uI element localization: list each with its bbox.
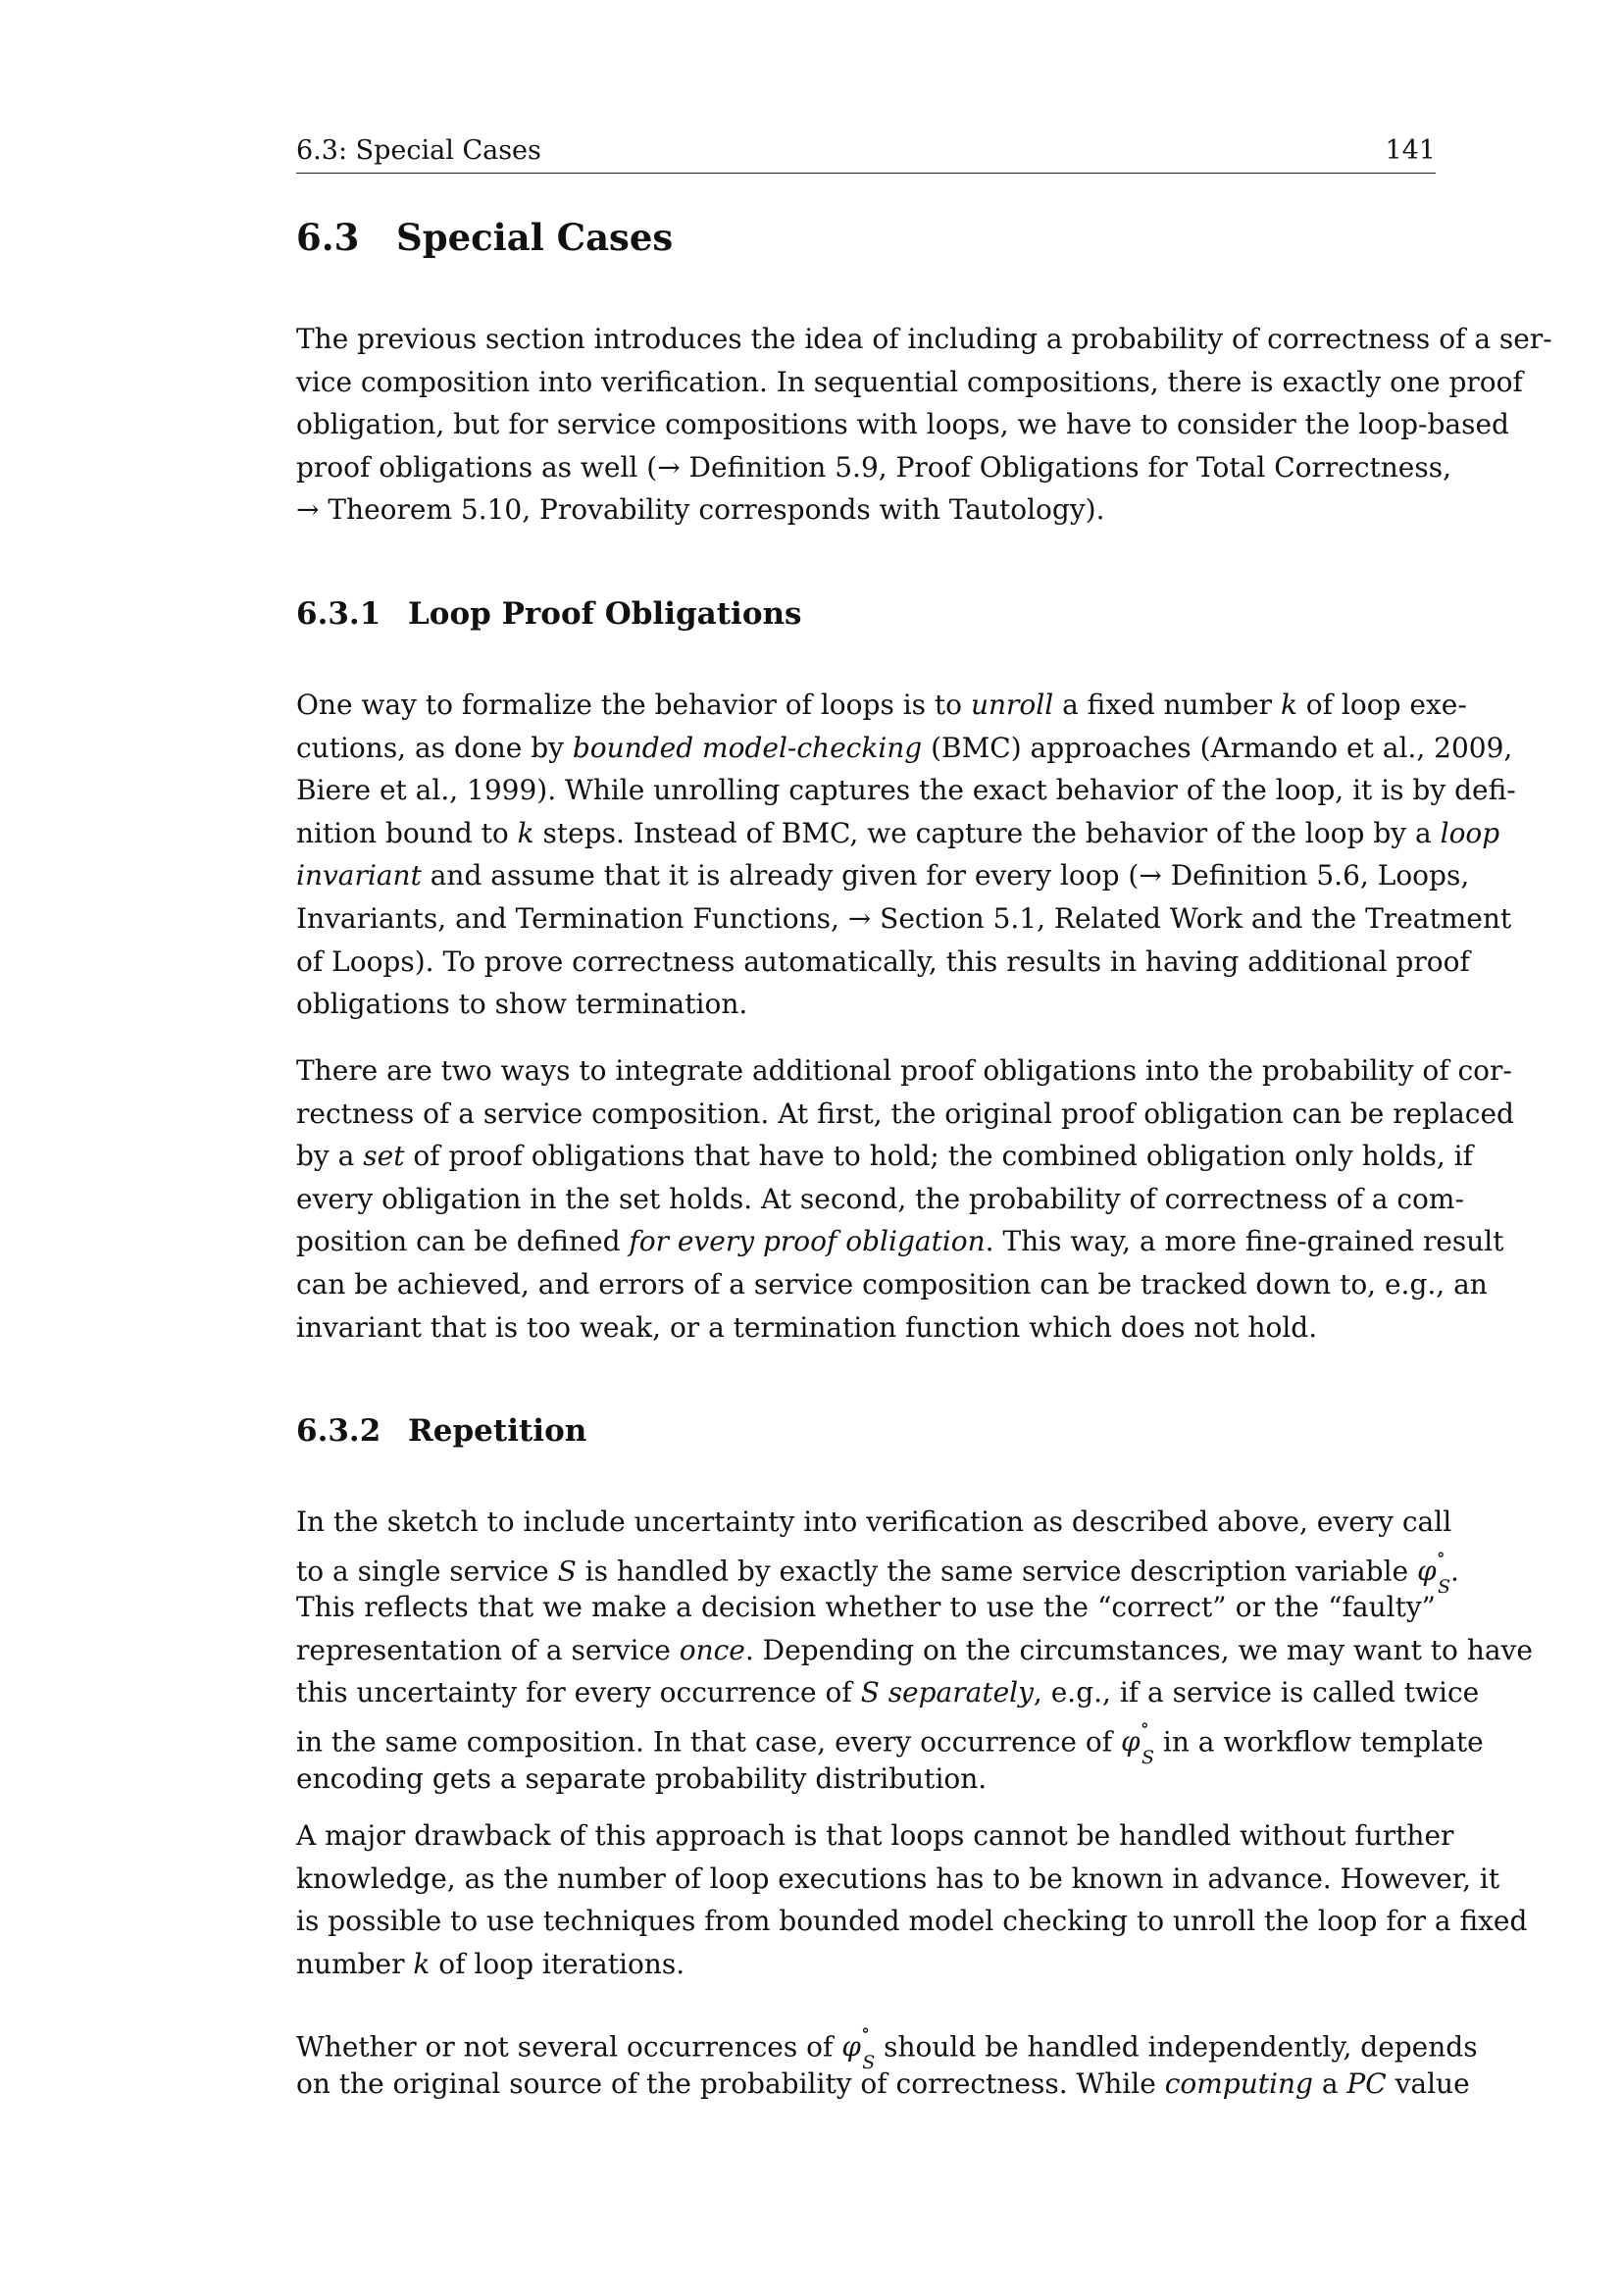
subsection-number: 6.3.2	[296, 1413, 381, 1449]
repetition-paragraph-3	[296, 2019, 1478, 2105]
math-symbol-S: S	[860, 1676, 880, 1709]
text-line: rectness of a service composition. At first, the original proof obligation can be replaced	[296, 1097, 1514, 1130]
text-line: obligation, but for service compositions with loops, we have to consider the loop-based	[296, 408, 1509, 441]
text-line: The previous section introduces the idea of including a probability of correctness of a ser-	[296, 323, 1552, 355]
text-line: There are two ways to integrate additional proof obligations into the probability of cor-	[296, 1054, 1512, 1087]
math-symbol-phi-s: $\varphi^\circ_S$	[1121, 1713, 1154, 1768]
text-line: obligations to show termination.	[296, 988, 748, 1021]
text-line: this uncertainty for every occurrence of S separately, e.g., if a service is called twice	[296, 1676, 1480, 1709]
repetition-paragraph-1	[296, 1501, 1533, 1800]
section-heading	[296, 216, 673, 259]
text-line: number k of loop iterations.	[296, 1947, 685, 1980]
text-line: by a set of proof obligations that have to hold; the combined obligation only holds, if	[296, 1140, 1473, 1173]
page-number: 141	[1385, 135, 1436, 166]
text-line: can be achieved, and errors of a service composition can be tracked down to, e.g., an	[296, 1267, 1488, 1301]
text-line: representation of a service once. Depending on the circumstances, we may want to have	[296, 1633, 1533, 1666]
text-line: of Loops). To prove correctness automatically, this results in having additional proof	[296, 944, 1470, 978]
text-line: proof obligations as well (→ Definition 5.9, Proof Obligations for Total Correctness,	[296, 450, 1452, 484]
text-line: to a single service S is handled by exactly the same service description variable $\varphi^\circ_S$.	[296, 1543, 1459, 1598]
math-symbol-S: S	[557, 1554, 577, 1587]
intro-paragraph	[296, 318, 1552, 532]
text-line: invariant that is too weak, or a termination function which does not hold.	[296, 1310, 1318, 1344]
text-line: position can be defined for every proof obligation. This way, a more fine-grained result	[296, 1225, 1504, 1258]
section-title: Special Cases	[396, 216, 674, 259]
text-line: cutions, as done by bounded model-checking (BMC) approaches (Armando et al., 2009,	[296, 731, 1513, 764]
running-header	[296, 135, 1436, 174]
text-line: in the same composition. In that case, every occurrence of $\varphi^\circ_S$ in a workflow template	[296, 1713, 1484, 1768]
subsection-heading-loop-proof-obligations	[296, 596, 802, 632]
loop-paragraph-1	[296, 684, 1516, 1026]
text-line: One way to formalize the behavior of loops is to unroll a fixed number k of loop exe-	[296, 689, 1467, 721]
math-symbol-phi-s: $\varphi^\circ_S$	[841, 2019, 876, 2073]
repetition-paragraph-2	[296, 1814, 1528, 1985]
text-line: Biere et al., 1999). While unrolling captures the exact behavior of the loop, it is by defi-	[296, 774, 1516, 807]
loop-paragraph-2	[296, 1049, 1514, 1349]
text-line: vice composition into verification. In sequential compositions, there is exactly one proof	[296, 365, 1523, 398]
text-line: invariant and assume that it is already given for every loop (→ Definition 5.6, Loops,	[296, 859, 1470, 893]
text-line: This reflects that we make a decision whether to use the “correct” or the “faulty”	[296, 1591, 1436, 1624]
text-line: knowledge, as the number of loop executions has to be known in advance. However, it	[296, 1862, 1500, 1895]
text-line: A major drawback of this approach is that loops cannot be handled without further	[296, 1819, 1454, 1852]
subsection-title: Repetition	[408, 1413, 587, 1449]
running-header-title: 6.3: Special Cases	[296, 135, 541, 166]
subsection-title: Loop Proof Obligations	[408, 596, 802, 632]
text-line: nition bound to k steps. Instead of BMC, we capture the behavior of the loop by a loop	[296, 816, 1500, 849]
text-line: is possible to use techniques from bounded model checking to unroll the loop for a fixed	[296, 1905, 1528, 1938]
text-line: encoding gets a separate probability distribution.	[296, 1761, 988, 1795]
section-number: 6.3	[296, 216, 360, 259]
text-line: Invariants, and Termination Functions, → Section 5.1, Related Work and the Treatment	[296, 901, 1512, 935]
text-line: In the sketch to include uncertainty into verification as described above, every call	[296, 1505, 1452, 1538]
subsection-heading-repetition	[296, 1413, 586, 1449]
text-line: on the original source of the probability of correctness. While computing a PC value	[296, 2066, 1470, 2100]
math-symbol-phi-s: $\varphi^\circ_S$	[1417, 1543, 1450, 1598]
text-line: every obligation in the set holds. At second, the probability of correctness of a com-	[296, 1182, 1464, 1215]
subsection-number: 6.3.1	[296, 596, 381, 632]
text-line: Whether or not several occurrences of $\varphi^\circ_S$ should be handled independently, depends	[296, 2019, 1478, 2073]
text-line: → Theorem 5.10, Provability corresponds with Tautology).	[296, 493, 1105, 527]
